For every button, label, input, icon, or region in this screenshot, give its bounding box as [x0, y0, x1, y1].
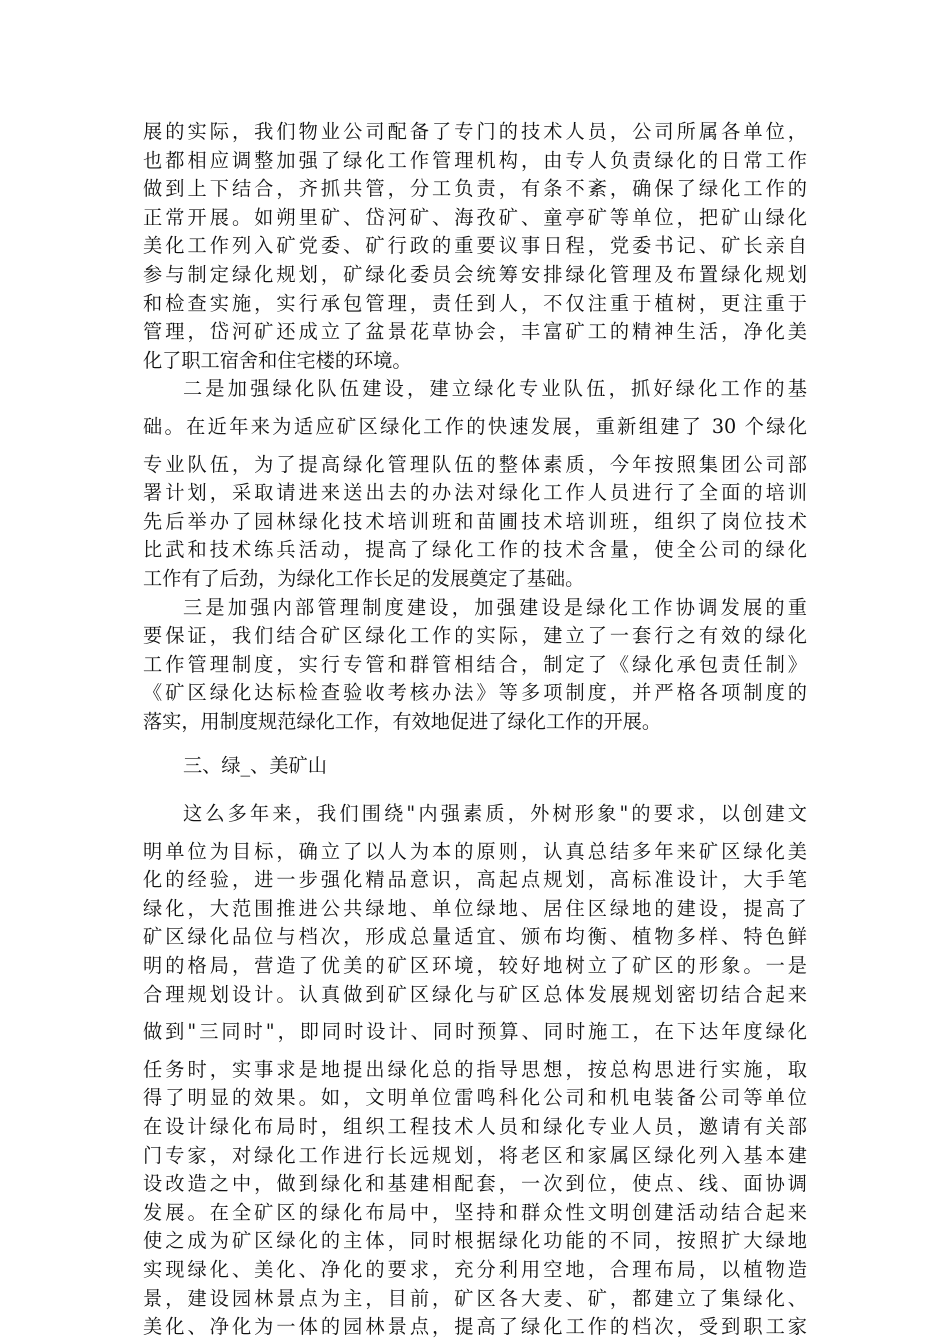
- section-heading: 三、绿_、美矿山: [183, 754, 327, 778]
- text-line: 发展。在全矿区的绿化布局中，坚持和群众性文明创建活动结合起来: [143, 1200, 807, 1224]
- text-line: 化的经验，进一步强化精品意识，高起点规划，高标准设计，大手笔: [143, 868, 807, 892]
- text-line: 实现绿化、美化、净化的要求，充分利用空地，合理布局，以植物造: [143, 1257, 807, 1281]
- text-line: 景，建设园林景点为主，目前，矿区各大麦、矿，都建立了集绿化、: [143, 1286, 807, 1310]
- text-line: 得了明显的效果。如，文明单位雷鸣科化公司和机电装备公司等单位: [143, 1086, 807, 1110]
- text-line: 《矿区绿化达标检查验收考核办法》等多项制度，并严格各项制度的: [143, 681, 807, 705]
- text-line: 正常开展。如朔里矿、岱河矿、海孜矿、童亭矿等单位，把矿山绿化: [143, 205, 807, 229]
- text-line: 署计划，采取请进来送出去的办法对绿化工作人员进行了全面的培训: [143, 481, 807, 505]
- text-line: 化了职工宿舍和住宅楼的环境。: [143, 348, 412, 372]
- text-line: 工作管理制度，实行专管和群管相结合，制定了《绿化承包责任制》: [143, 652, 807, 676]
- text-line: 和检查实施，实行承包管理，责任到人，不仅注重于植树，更注重于: [143, 291, 807, 315]
- text-line: 先后举办了园林绿化技术培训班和苗圃技术培训班，组织了岗位技术: [143, 509, 807, 533]
- text-line: 管理，岱河矿还成立了盆景花草协会，丰富矿工的精神生活，净化美: [143, 320, 807, 344]
- paragraph-first-line: 三是加强内部管理制度建设，加强建设是绿化工作协调发展的重: [183, 595, 807, 619]
- text-line: 参与制定绿化规划，矿绿化委员会统筹安排绿化管理及布置绿化规划: [143, 262, 807, 286]
- text-line: 使之成为矿区绿化的主体，同时根据绿化功能的不同，按照扩大绿地: [143, 1229, 807, 1253]
- text-line: 美化、净化为一体的园林景点，提高了绿化工作的档次，受到职工家: [143, 1315, 807, 1339]
- text-line: 在设计绿化布局时，组织工程技术人员和绿化专业人员，邀请有关部: [143, 1115, 807, 1138]
- document-page: [143, 118, 807, 1342]
- paragraph-first-line: 二是加强绿化队伍建设，建立绿化专业队伍，抓好绿化工作的基: [183, 377, 807, 401]
- text-line: 美化工作列入矿党委、矿行政的重要议事日程，党委书记、矿长亲自: [143, 234, 807, 258]
- text-line: 做到"三同时"，即同时设计、同时预算、同时施工，在下达年度绿化: [143, 1020, 807, 1044]
- text-line: 工作有了后劲，为绿化工作长足的发展奠定了基础。: [143, 566, 585, 590]
- text-line: 任务时，实事求是地提出绿化总的指导思想，按总构思进行实施，取: [143, 1057, 807, 1081]
- text-line: 落实，用制度规范绿化工作，有效地促进了绿化工作的开展。: [143, 709, 662, 733]
- text-line: 矿区绿化品位与档次，形成总量适宜、颁布均衡、植物多样、特色鲜: [143, 925, 807, 949]
- text-line: 做到上下结合，齐抓共管，分工负责，有条不紊，确保了绿化工作的: [143, 177, 807, 201]
- text-line: 比武和技术练兵活动，提高了绿化工作的技术含量，使全公司的绿化: [143, 538, 807, 562]
- text-line: 要保证，我们结合矿区绿化工作的实际，建立了一套行之有效的绿化: [143, 624, 807, 648]
- text-line: 门专家，对绿化工作进行长远规划，将老区和家属区绿化列入基本建: [143, 1143, 807, 1167]
- text-line: 绿化，大范围推进公共绿地、单位绿地、居住区绿地的建设，提高了: [143, 896, 807, 920]
- text-line: 也都相应调整加强了绿化工作管理机构，由专人负责绿化的日常工作: [143, 148, 807, 172]
- text-line: 明单位为目标，确立了以人为本的原则，认真总结多年来矿区绿化美: [143, 839, 807, 863]
- text-line: 展的实际，我们物业公司配备了专门的技术人员，公司所属各单位，: [143, 120, 807, 143]
- text-line: 合理规划设计。认真做到矿区绿化与矿区总体发展规划密切结合起来: [143, 982, 807, 1006]
- text-line: 设改造之中，做到绿化和基建相配套，一次到位，使点、线、面协调: [143, 1172, 807, 1196]
- text-line: 础。在近年来为适应矿区绿化工作的快速发展，重新组建了 30 个绿化: [143, 414, 807, 438]
- text-line: 专业队伍，为了提高绿化管理队伍的整体素质，今年按照集团公司部: [143, 452, 807, 476]
- text-line: 明的格局，营造了优美的矿区环境，较好地树立了矿区的形象。一是: [143, 954, 807, 978]
- paragraph-first-line: 这么多年来，我们围绕"内强素质，外树形象"的要求，以创建文: [183, 802, 807, 826]
